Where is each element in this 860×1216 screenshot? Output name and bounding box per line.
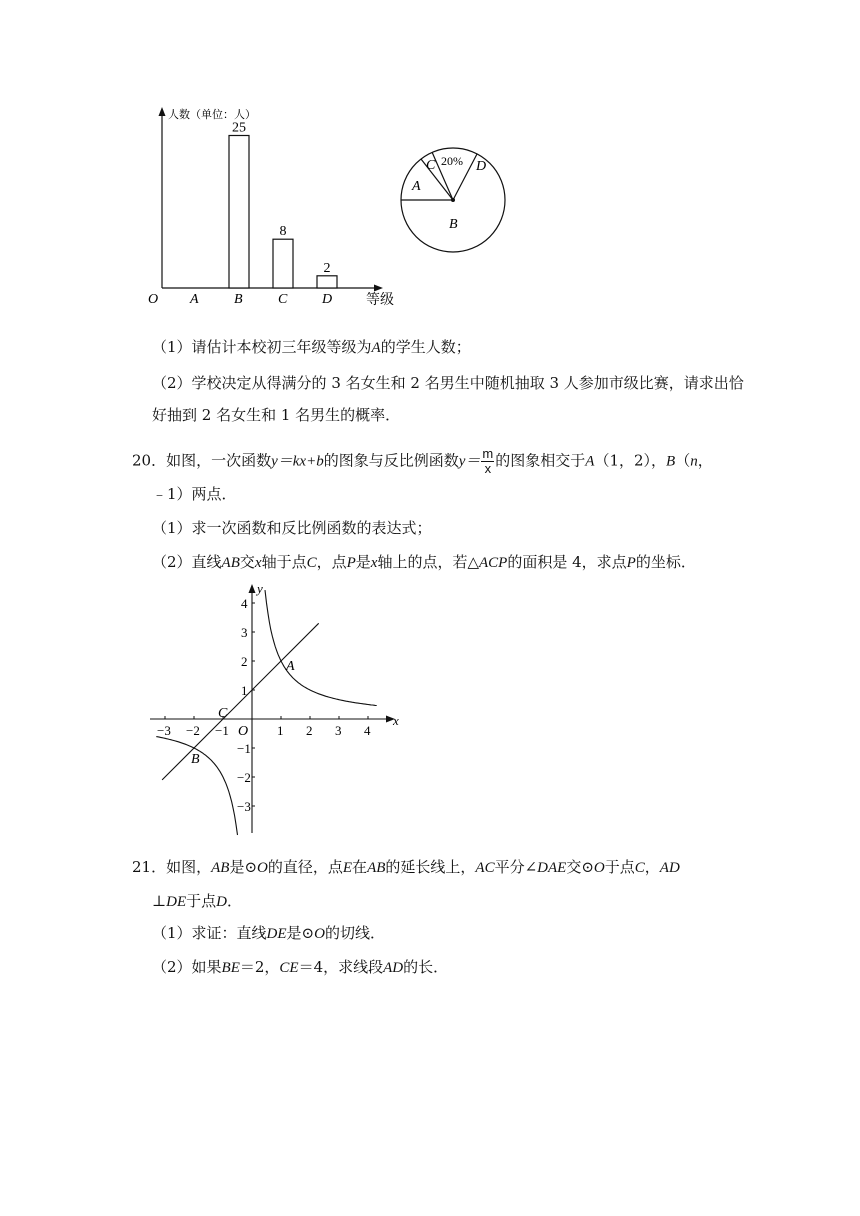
- q19-part2-line1: （2）学校决定从得满分的 3 名女生和 2 名男生中随机抽取 3 人参加市级比赛，请求出恰: [152, 374, 744, 392]
- pie-label-C: C: [426, 158, 436, 173]
- bar-chart: [140, 100, 430, 320]
- q21-stem-line1: 21．如图，AB是⊙O的直径，点E在AB的延长线上，AC平分∠DAE交⊙O于点C，AD: [132, 858, 680, 876]
- q20-stem-line1: 20．如图，一次函数y＝kx+b的图象与反比例函数y＝ $\frac{m}{x}$ 的图象相交于A（1，2），B（n，: [132, 446, 713, 476]
- x-tick-label: −3: [157, 723, 171, 738]
- bar-B: [229, 136, 249, 289]
- pie-label-B: B: [449, 217, 458, 232]
- bar-chart-origin: O: [148, 292, 159, 307]
- bar-value-label-C: 8: [279, 224, 287, 240]
- y-axis-arrow-icon: [159, 107, 166, 116]
- function-graph: [140, 578, 410, 840]
- x-tick-label: −2: [186, 723, 200, 738]
- graph-point-B: B: [191, 752, 200, 767]
- bar-chart-category-C: C: [278, 292, 288, 307]
- graph-y-label: y: [257, 581, 263, 596]
- graph-point-A: A: [286, 659, 295, 674]
- graph-x-label: x: [393, 713, 399, 728]
- x-tick-label: −1: [215, 723, 229, 738]
- q20-stem-line2: ﹣1）两点．: [152, 485, 237, 503]
- pie-center-dot: [451, 198, 455, 202]
- pie-percent-label: 20%: [441, 154, 463, 168]
- q20-part2: （2）直线AB交x轴于点C，点P是x轴上的点，若△ACP的面积是 4，求点P的坐标．: [152, 553, 696, 571]
- line-AB: [162, 623, 319, 780]
- graph-point-C: C: [218, 706, 228, 721]
- y-tick-label: 1: [241, 683, 248, 698]
- bar-chart-category-B: B: [234, 292, 243, 307]
- q19-part2-line2: 好抽到 2 名女生和 1 名男生的概率．: [152, 406, 401, 424]
- pie-chart: [396, 138, 518, 268]
- q21-part2: （2）如果BE＝2，CE＝4，求线段AD的长．: [152, 958, 449, 976]
- pie-label-A: A: [412, 179, 421, 194]
- x-tick-label: 2: [306, 723, 313, 738]
- x-axis-arrow-icon: [374, 285, 383, 292]
- bar-chart-x-label: 等级: [366, 292, 394, 308]
- q19-part1: （1）请估计本校初三年级等级为A的学生人数；: [152, 338, 471, 356]
- bar-value-label-D: 2: [323, 260, 331, 276]
- y-tick-label: −3: [237, 799, 251, 814]
- graph-origin: O: [238, 724, 249, 739]
- q20-part1: （1）求一次函数和反比例函数的表达式；: [152, 519, 432, 537]
- bar-D: [317, 276, 337, 288]
- pie-label-D: D: [476, 159, 487, 174]
- bar-C: [273, 239, 293, 288]
- y-tick-label: −1: [237, 741, 251, 756]
- bar-value-label-B: 25: [232, 120, 246, 136]
- y-tick-label: 4: [241, 596, 248, 611]
- bar-chart-y-label: 人数（单位：人）: [168, 108, 256, 121]
- bar-chart-category-A: A: [190, 292, 199, 307]
- q21-part1: （1）求证：直线DE是⊙O的切线．: [152, 924, 385, 942]
- x-tick-label: 1: [277, 723, 284, 738]
- y-tick-label: 3: [241, 625, 248, 640]
- x-tick-label: 3: [335, 723, 342, 738]
- graph-y-arrow-icon: [249, 584, 256, 593]
- y-tick-label: −2: [237, 770, 251, 785]
- q21-stem-line2: ⊥DE于点D．: [152, 892, 242, 910]
- x-tick-label: 4: [364, 723, 371, 738]
- fraction-m-over-x: $\frac{m}{x}$: [482, 446, 494, 476]
- y-tick-label: 2: [241, 654, 248, 669]
- bar-chart-category-D: D: [322, 292, 333, 307]
- hyperbola-branch-q1: [265, 590, 377, 705]
